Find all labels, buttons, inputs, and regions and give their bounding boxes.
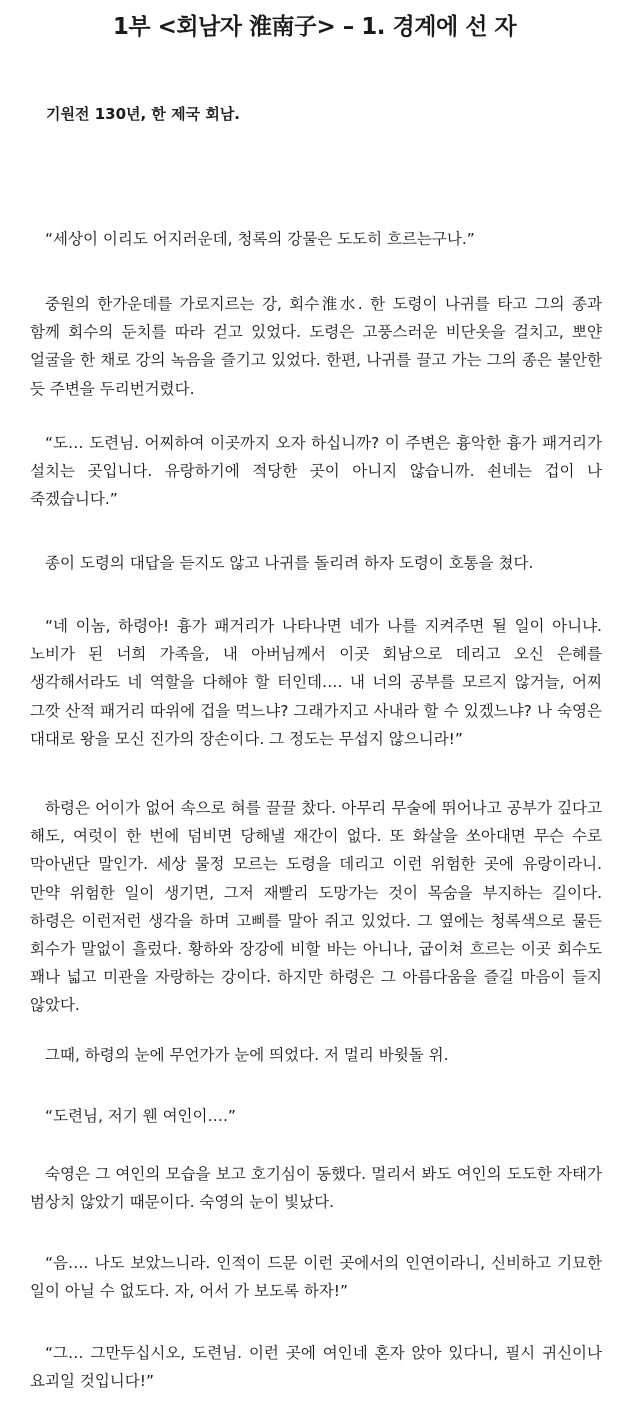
paragraph-5: “네 이놈, 하령아! 흉가 패거리가 나타나면 네가 나를 지켜주면 될 일이 아니냐. 노비가 된 너희 가족을, 내 아버님께서 이곳 회남으로 데리고 오신 은혜를 생각해서라도 네 역할을 다해야 할 터인데…. 내 너의 공부를 모르지 않거늘, 어찌 그깟 산적 패거리 따위에 겁을 먹느냐? 그래가지고 사내라 할 수 있겠느냐? 나 숙영은 대대로 왕을 모신 진가의 장손이다. 그 정도는 무섭지 않으니라!”	[30, 617, 602, 748]
chapter-subtitle: 기원전 130년, 한 제국 회남.	[46, 105, 241, 123]
paragraph-3: “도… 도련님. 어찌하여 이곳까지 오자 하십니까? 이 주변은 흉악한 흉가 패거리가 설치는 곳입니다. 유랑하기에 적당한 곳이 아니지 않습니까. 쇤네는 겁이 나 죽겠습니다.”	[30, 434, 602, 509]
paragraph-1: “세상이 이리도 어지러운데, 청록의 강물은 도도히 흐르는구나.”	[45, 230, 475, 248]
paragraph-11: “그… 그만두십시오, 도련님. 이런 곳에 여인네 혼자 앉아 있다니, 필시 귀신이나 요괴일 것입니다!”	[30, 1344, 602, 1391]
paragraph-10: “음…. 나도 보았느니라. 인적이 드문 이런 곳에서의 인연이라니, 신비하고 기묘한 일이 아닐 수 없도다. 자, 어서 가 보도록 하자!”	[30, 1254, 602, 1301]
paragraph-6: 하령은 어이가 없어 속으로 혀를 끌끌 찼다. 아무리 무술에 뛰어나고 공부가 깊다고 해도, 여럿이 한 번에 덤비면 당해낼 재간이 없다. 또 화살을 쏘아대면 무슨 수로 막아낸단 말인가. 세상 물정 모르는 도령을 데리고 이런 위험한 곳에 유랑이라니. 만약 위험한 일이 생기면, 그저 재빨리 도망가는 것이 목숨을 부지하는 길이다. 하령은 이런저런 생각을 하며 고삐를 말아 쥐고 있었다. 그 옆에는 청록색으로 물든 회수가 말없이 흘렀다. 황하와 장강에 비할 바는 아니나, 굽이쳐 흐르는 이곳 회수도 꽤나 넓고 미관을 자랑하는 강이다. 하지만 하령은 그 아름다움을 즐길 마음이 들지 않았다.	[30, 799, 602, 1015]
chapter-title: 1부 <회남자 淮南子> – 1. 경계에 선 자	[112, 14, 517, 40]
paragraph-2: 중원의 한가운데를 가로지르는 강, 회수淮水. 한 도령이 나귀를 타고 그의 종과 함께 회수의 둔치를 따라 걷고 있었다. 도령은 고풍스러운 비단옷을 걸치고, 뽀얀 얼굴을 한 채로 강의 녹음을 즐기고 있었다. 한편, 나귀를 끌고 가는 그의 종은 불안한 듯 주변을 두리번거렸다.	[30, 295, 602, 398]
paragraph-4: 종이 도령의 대답을 듣지도 않고 나귀를 돌리려 하자 도령이 호통을 쳤다.	[45, 554, 534, 572]
paragraph-7: 그때, 하령의 눈에 무언가가 눈에 띄었다. 저 멀리 바윗돌 위.	[45, 1046, 449, 1064]
paragraph-9: 숙영은 그 여인의 모습을 보고 호기심이 동했다. 멀리서 봐도 여인의 도도한 자태가 범상치 않았기 때문이다. 숙영의 눈이 빛났다.	[30, 1165, 602, 1212]
paragraph-8: “도련님, 저기 웬 여인이….”	[45, 1107, 236, 1125]
